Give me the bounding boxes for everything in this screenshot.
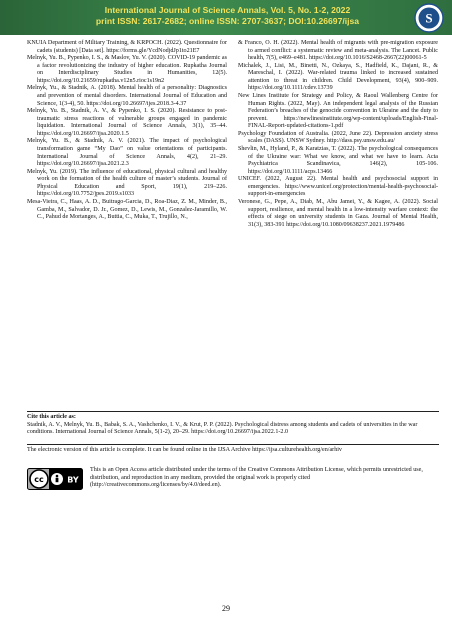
journal-title-line: International Journal of Science Annals, Vol. 5, No. 1-2, 2022 bbox=[104, 5, 351, 15]
reference-item: New Lines Institute for Strategy and Policy, & Raoul Wallenberg Centre for Human Rights. (2022, May). An independent legal analysis of the Russian Federation’s breaches of the genocide convention in Ukraine and the duty to prevent. https://newlinesinstitute.org/wp-content/uploads/English-Final-FINAL-Report-updated-citations-1.pdf bbox=[238, 93, 438, 130]
journal-issn-line: print ISSN: 2617-2682; online ISSN: 2707-3637; DOI:10.26697/ijsa bbox=[95, 16, 360, 26]
reference-item: Melnyk, Yu. (2019). The influence of educational, physical cultural and healthy work on the formation of the health culture of master’s students. Journal of Physical Education and Sport, 19(1), 219–226. https://doi.org/10.7752/jpes.2019.s1033 bbox=[27, 168, 227, 198]
reference-item: Veronese, G., Pepe, A., Diab, M., Abu Jamei, Y., & Kagee, A. (2022). Social support, resilience, and mental health in a low-intensity warfare context: the effects of siege on university students in Gaza. Journal of Mental Health, 31(3), 383-391 https://doi.org/10.1080/09638237.2021.1979486 bbox=[238, 199, 438, 228]
license-text: This is an Open Access article distributed under the terms of the Creative Commons Attribution License, which permits unrestricted use, distribution, and reproduction in any medium, provided the original work is properly cited (http://creativecommons.org/licenses/by/4.0/deed.en). bbox=[90, 467, 423, 489]
svg-text:BY: BY bbox=[67, 475, 79, 485]
divider-top bbox=[27, 411, 439, 412]
journal-logo-icon bbox=[414, 3, 444, 33]
reference-item: Michalek, J., Lisi, M., Binetti, N., Ozkaya, S., Hadfield, K., Dajani, R., & Mareschal, I. (2022). War-related trauma linked to increased sustained attention to threat in children. Child Development, 93(4), 900–909. https://doi.org/10.1111/cdev.13739 bbox=[238, 62, 438, 92]
citation-block bbox=[27, 414, 439, 437]
citation-title: Cite this article as: bbox=[27, 414, 76, 420]
electronic-version-note: The electronic version of this article is complete. It can be found online in the IJSA Archive https://ijsa.culturehealth.org/en/arhiv bbox=[27, 447, 342, 453]
reference-item: Shevlin, M., Hyland, P., & Karatzias, T. (2022). The psychological consequences of the Ukraine war: What we know, and what we have to learn. Acta Psychiatrica Scandinavica, 146(2), 105-106. https://doi.org/10.1111/acps.13466 bbox=[238, 146, 438, 175]
divider-middle bbox=[27, 444, 439, 445]
reference-item: & Franco, O. H. (2022). Mental health of migrants with pre-migration exposure to armed conflict: a systematic review and meta-analysis. The Lancet. Public health, 7(5), e469–e481. https://doi.org/10.1016/S2468-2667(22)00061-5 bbox=[238, 40, 438, 62]
references-right-column bbox=[238, 40, 438, 229]
reference-item: UNICEF. (2022, August 22). Mental health and psychosocial support in emergencies. https://www.unicef.org/protection/mental-health-psychosocial-support-in-emergencies bbox=[238, 176, 438, 198]
journal-header bbox=[0, 0, 452, 35]
reference-item: Mesa-Vieira, C., Haas, A. D., Buitrago-Garcia, D., Roa-Diaz, Z. M., Minder, B., Gamba, M., Salvador, D. Jr., Gomez, D., Lewis, M., Gonzalez-Jaramillo, W. C., Pahud de Mortanges, A., Buttia, C., Muka, T., Trujillo, N., bbox=[27, 199, 227, 221]
reference-item: Psychology Foundation of Australia. (2022, June 22). Depression anxiety stress scales (DASS). UNSW Sydney. http://dass.psy.unsw.edu.au/ bbox=[238, 130, 438, 145]
svg-text:cc: cc bbox=[34, 475, 44, 484]
reference-item: Melnyk, Yu., & Stadnik, A. (2018). Mental health of a personality: Diagnostics and prevention of mental disorders. International Journal of Education and Science, 1(3-4), 50. https://doi.org/10.26697/ijes.2018.3-4.37 bbox=[27, 85, 227, 107]
references-left-column bbox=[27, 40, 227, 222]
reference-item: Melnyk, Yu. B., Pypenko, I. S., & Maslov, Yu. V. (2020). COVID-19 pandemic as a factor revolutionizing the industry of higher education. Rupkatha Journal on Interdisciplinary Studies in Humanities, 12(5). https://doi.org/10.21659/rupkatha.v12n5.rioc1s19n2 bbox=[27, 55, 227, 84]
reference-item: KNUIA Department of Military Training, & KRPOCH. (2022). Questionnaire for cadets (students) [Data set]. https://forms.gle/YcdNodjdJp1to21E7 bbox=[27, 40, 227, 54]
reference-item: Melnyk, Yu. B., Stadnik, A. V., & Pypenko, I. S. (2020). Resistance to post-traumatic stress reactions of vulnerable groups engaged in pandemic liquidation. International Journal of Science Annals, 3(1), 35–44. https://doi.org/10.26697/ijsa.2020.1.5 bbox=[27, 108, 227, 137]
logo-letter: S bbox=[425, 10, 433, 26]
cc-by-license-icon bbox=[27, 468, 83, 490]
page-number: 29 bbox=[222, 604, 230, 613]
citation-text: Stadnik, A. V., Melnyk, Yu. B., Babak, S. A., Vashchenko, I. V., & Krut, P. P. (2022). Psychological distress among students and cadets of universities in the war conditions. International Journal of Science Annals, 5(1-2), 20–29. https://doi.org/10.26697/ijsa.2022.1-2.0 bbox=[27, 421, 418, 436]
reference-item: Melnyk, Yu. B., & Stadnik, A. V. (2021). The impact of psychological transformation game “My Dao” on value orientations of participants. International Journal of Science Annals, 4(2), 21–29. https://doi.org/10.26697/ijsa.2021.2.3 bbox=[27, 138, 227, 168]
